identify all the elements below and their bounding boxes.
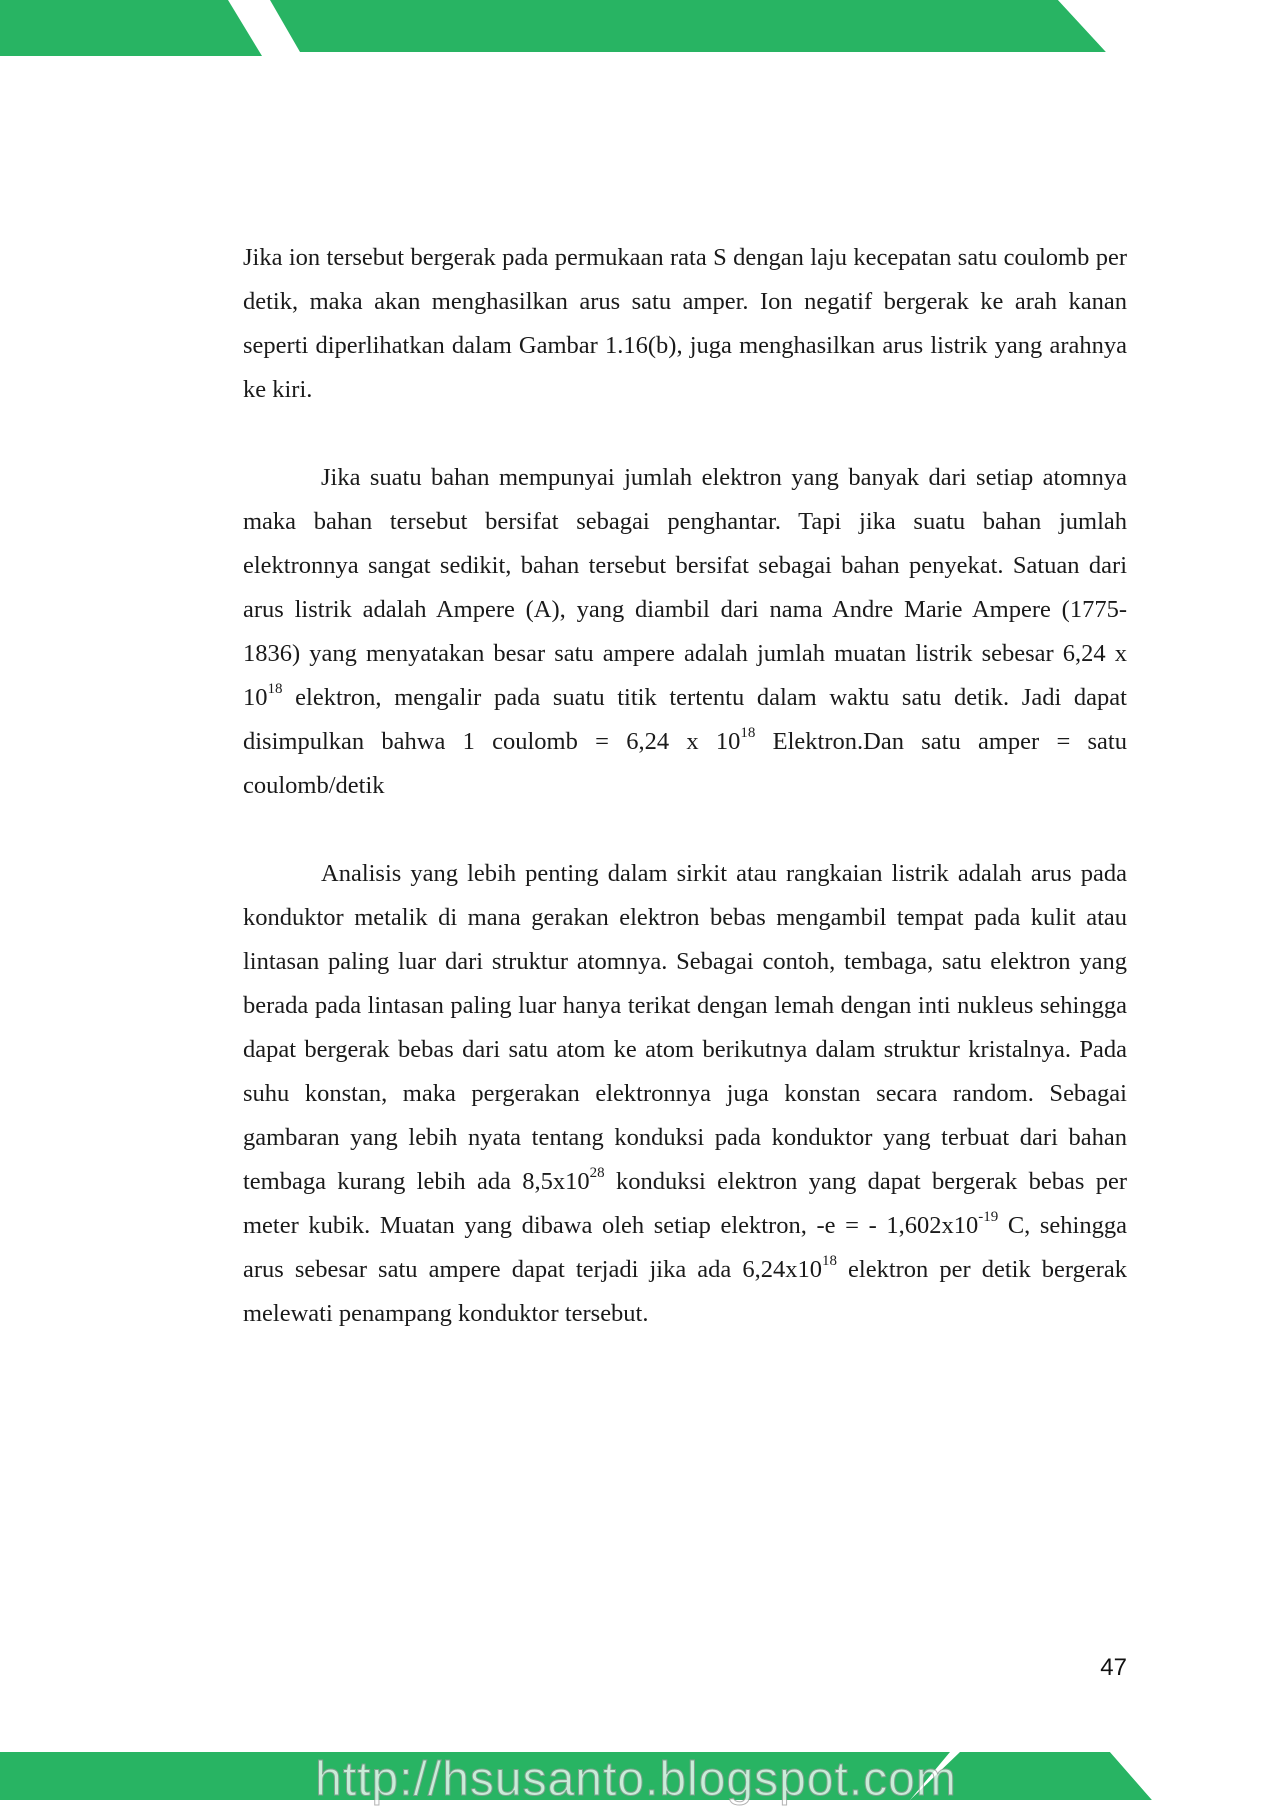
superscript: 18	[740, 724, 756, 741]
paragraph-1: Jika ion tersebut bergerak pada permukaan rata S dengan laju kecepatan satu coulomb per detik, maka akan menghasilkan arus satu amper. Ion negatif bergerak ke arah kanan seperti diperlihatkan dalam Gambar 1.16(b), juga menghasilkan arus listrik yang arahnya ke kiri.	[243, 244, 1127, 403]
page-number: 47	[1100, 1654, 1127, 1681]
watermark-url: http://hsusanto.blogspot.com	[315, 1753, 957, 1806]
superscript: 28	[589, 1164, 605, 1181]
top-header-band	[0, 0, 1272, 56]
paragraph-2: Jika suatu bahan mempunyai jumlah elektron yang banyak dari setiap atomnya maka bahan tersebut bersifat sebagai penghantar. Tapi jika suatu bahan jumlah elektronnya sangat sedikit, bahan tersebut bersifat sebagai bahan penyekat. Satuan dari arus listrik adalah Ampere (A), yang diambil dari nama Andre Marie Ampere (1775-1836) yang menyatakan besar satu ampere adalah jumlah muatan listrik sebesar 6,24 x $10^{18}$ elektron, mengalir pada suatu titik tertentu dalam waktu satu detik. Jadi dapat disimpulkan bahwa 1 coulomb = 6,24 x $10^{18}$ Elektron.Dan satu amper = satu coulomb/detik	[243, 464, 1127, 799]
superscript: 18	[821, 1252, 837, 1269]
superscript: 18	[267, 680, 283, 697]
paragraph-3: Analisis yang lebih penting dalam sirkit atau rangkaian listrik adalah arus pada konduktor metalik di mana gerakan elektron bebas mengambil tempat pada kulit atau lintasan paling luar dari struktur atomnya. Sebagai contoh, tembaga, satu elektron yang berada pada lintasan paling luar hanya terikat dengan lemah dengan inti nukleus sehingga dapat bergerak bebas dari satu atom ke atom berikutnya dalam struktur kristalnya. Pada suhu konstan, maka pergerakan elektronnya juga konstan secara random. Sebagai gambaran yang lebih nyata tentang konduksi pada konduktor yang terbuat dari bahan tembaga kurang lebih ada $8,5x10^{28}$ konduksi elektron yang dapat bergerak bebas per meter kubik. Muatan yang dibawa oleh setiap elektron, -e = - $1,602x10^{-19}$ C, sehingga arus sebesar satu ampere dapat terjadi jika ada $6,24x10^{18}$ elektron per detik bergerak melewati penampang konduktor tersebut.	[243, 860, 1128, 1327]
document-body	[243, 236, 1127, 1336]
superscript: -19	[978, 1208, 999, 1225]
